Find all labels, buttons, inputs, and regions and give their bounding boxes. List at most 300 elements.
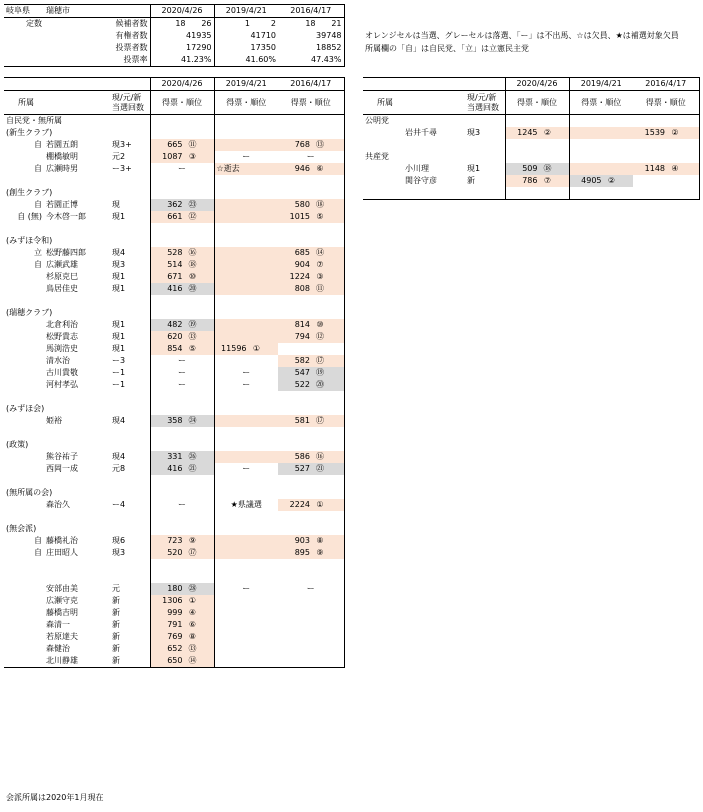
result-cell [278, 331, 344, 343]
empty-cell [150, 523, 214, 535]
date-header: 2016/4/17 [633, 78, 699, 91]
candidate-name: 松野藤四郎 [46, 248, 86, 257]
party-mark [4, 631, 44, 643]
result-cell [150, 199, 214, 211]
status-count: 現6 [110, 535, 150, 547]
group-label: (無所属の会) [4, 487, 150, 499]
vote-count: 586 [294, 452, 310, 461]
column-header-row [4, 91, 344, 115]
summary-candidates: 2 [270, 19, 276, 28]
result-cell [278, 643, 344, 655]
result-cell [150, 463, 214, 475]
candidate-row [4, 583, 344, 595]
result-note: ー [242, 152, 251, 161]
result-cell [278, 415, 344, 427]
empty-cell [278, 307, 344, 319]
empty-cell [278, 487, 344, 499]
candidate-name: 杉原克巳 [46, 272, 78, 281]
group-label: (みずほ令和) [4, 235, 150, 247]
empty-cell [150, 439, 214, 451]
group-row [4, 487, 344, 499]
group-row [4, 307, 344, 319]
empty-cell [278, 127, 344, 139]
candidate-row [4, 643, 344, 655]
candidate-name: 安部由美 [46, 584, 78, 593]
party-mark [363, 163, 403, 175]
rank-mark: ② [607, 176, 616, 185]
vote-count: 581 [294, 416, 310, 425]
vote-count: 652 [167, 644, 183, 653]
empty-cell [150, 307, 214, 319]
candidate-name: 北倉利治 [46, 320, 78, 329]
candidate-row [4, 379, 344, 391]
rank-mark: ⑰ [316, 416, 324, 425]
right-results-table [363, 77, 700, 200]
candidate-row [4, 451, 344, 463]
result-cell [150, 343, 214, 355]
party-mark [4, 151, 44, 163]
summary-label-1 [4, 42, 44, 54]
vote-count: 180 [167, 584, 183, 593]
empty-cell [150, 223, 214, 235]
party-mark [4, 379, 44, 391]
party-mark: 自 [34, 260, 42, 269]
vote-count: 999 [167, 608, 183, 617]
empty-cell [569, 139, 633, 151]
status-count: ー1 [110, 379, 150, 391]
result-cell [150, 583, 214, 595]
status-count: 現1 [110, 283, 150, 295]
group-row [4, 115, 344, 128]
summary-row [4, 30, 344, 42]
candidate-row [4, 151, 344, 163]
status-count: 現4 [110, 451, 150, 463]
status-count: 新 [465, 175, 505, 187]
party-mark [4, 367, 44, 379]
result-cell [214, 499, 278, 511]
empty-cell [278, 223, 344, 235]
party-mark [4, 451, 44, 463]
status-count: 新 [110, 619, 150, 631]
vote-count: 4905 [581, 176, 602, 185]
party-mark: 自 (無) [17, 212, 42, 221]
summary-label-2: 候補者数 [44, 18, 150, 31]
status-header [465, 91, 505, 115]
group-row [4, 127, 344, 139]
rank-mark: ⑳ [188, 284, 197, 293]
group-row [4, 187, 344, 199]
candidate-row [4, 139, 344, 151]
result-cell [214, 583, 278, 595]
candidate-name: 北川静雄 [44, 655, 110, 668]
summary-label-2: 投票率 [44, 54, 150, 67]
rank-mark: ⑲ [188, 320, 197, 329]
party-mark: 自 [34, 200, 42, 209]
candidate-name: 広瀬時男 [46, 164, 78, 173]
result-cell [569, 127, 633, 139]
empty-cell [150, 403, 214, 415]
result-cell [214, 619, 278, 631]
status-count: 現3 [110, 259, 150, 271]
result-cell [278, 319, 344, 331]
empty-cell [150, 235, 214, 247]
empty-cell [4, 223, 150, 235]
party-mark [4, 355, 44, 367]
result-note: ー [178, 356, 186, 365]
result-cell [150, 619, 214, 631]
empty-cell [214, 475, 278, 487]
empty-cell [214, 523, 278, 535]
status-count: 現1 [110, 271, 150, 283]
blank-row [4, 391, 344, 403]
rank-mark: ⑬ [188, 332, 197, 341]
empty-cell [150, 175, 214, 187]
empty-cell [214, 295, 278, 307]
result-cell [150, 283, 214, 295]
result-cell [633, 163, 699, 175]
party-mark [4, 343, 44, 355]
summary-value: 17350 [214, 42, 278, 54]
group-label: (新生クラブ) [4, 127, 150, 139]
legend-line-2: 所属欄の「自」は自民党、「立」は立憲民主党 [365, 44, 529, 53]
rank-mark: ⑦ [316, 260, 324, 269]
status-count: 現1 [110, 211, 150, 223]
empty-cell [278, 439, 344, 451]
result-cell [214, 607, 278, 619]
vote-count: 685 [294, 248, 310, 257]
blank-row [4, 175, 344, 187]
rank-mark: ⑫ [188, 212, 197, 221]
result-cell [150, 355, 214, 367]
summary-label-1 [4, 30, 44, 42]
candidate-row [4, 211, 344, 223]
candidate-name: 鳥居佳史 [46, 284, 78, 293]
rank-mark: ⑰ [316, 356, 324, 365]
empty-cell [4, 427, 150, 439]
rank-mark: ⑱ [543, 164, 552, 173]
status-count: 現1 [110, 343, 150, 355]
summary-value [278, 18, 344, 31]
blank-row [363, 187, 699, 200]
result-cell [214, 331, 278, 343]
blank-row [4, 475, 344, 487]
summary-value: 41935 [186, 31, 212, 40]
votes-rank-header: 得票・順位 [150, 91, 214, 115]
vote-count: 582 [294, 356, 310, 365]
result-cell [150, 643, 214, 655]
result-cell [214, 595, 278, 607]
group-label: (創生クラブ) [4, 187, 150, 199]
empty-cell [4, 475, 150, 487]
party-mark [363, 175, 403, 187]
candidate-name: 岩井千尋 [405, 128, 437, 137]
result-cell [214, 535, 278, 547]
empty-cell [214, 403, 278, 415]
result-cell [278, 535, 344, 547]
result-cell [150, 379, 214, 391]
group-label: 共産党 [363, 151, 505, 163]
summary-value [214, 18, 278, 31]
vote-count: 786 [522, 176, 538, 185]
empty-cell [363, 187, 505, 200]
rank-mark: ⑱ [188, 260, 197, 269]
status-count: 元8 [110, 463, 150, 475]
vote-count: 1015 [289, 212, 310, 221]
empty-cell [278, 427, 344, 439]
empty-cell [278, 115, 344, 128]
empty-cell [214, 235, 278, 247]
vote-count: 1148 [644, 164, 665, 173]
result-cell [278, 379, 344, 391]
vote-count: 547 [294, 368, 310, 377]
empty-cell [4, 559, 150, 571]
party-mark: 自 [34, 536, 42, 545]
empty-cell [150, 391, 214, 403]
party-mark [4, 499, 44, 511]
candidate-name: 若園正博 [46, 200, 78, 209]
empty-cell [278, 475, 344, 487]
rank-mark: ⑤ [188, 344, 197, 353]
empty-cell [214, 115, 278, 128]
empty-cell [278, 403, 344, 415]
status-header-line1: 現/元/新 [112, 92, 142, 102]
party-mark [4, 595, 44, 607]
rank-mark: ⑤ [316, 212, 324, 221]
empty-cell [214, 439, 278, 451]
result-cell [150, 259, 214, 271]
result-note: ー [178, 380, 186, 389]
empty-cell [278, 187, 344, 199]
vote-count: 514 [167, 260, 183, 269]
result-cell [278, 655, 344, 668]
result-cell [278, 463, 344, 475]
rank-mark: ⑥ [316, 164, 324, 173]
result-cell [150, 367, 214, 379]
vote-count: 1539 [644, 128, 665, 137]
candidate-name: 若園五朗 [46, 140, 78, 149]
vote-count: 769 [167, 632, 183, 641]
vote-count: 527 [294, 464, 310, 473]
status-count: 現1 [110, 331, 150, 343]
result-cell [214, 379, 278, 391]
result-cell [278, 247, 344, 259]
votes-rank-header: 得票・順位 [633, 91, 699, 115]
group-row [4, 235, 344, 247]
rank-mark: ㉑ [316, 464, 324, 473]
rank-mark: ⑪ [316, 284, 324, 293]
empty-cell [505, 151, 569, 163]
status-count: ー1 [110, 367, 150, 379]
pref-cell: 岐阜県 [4, 5, 44, 18]
result-cell [569, 163, 633, 175]
result-cell [150, 271, 214, 283]
rank-mark: ④ [188, 608, 197, 617]
result-cell [214, 631, 278, 643]
candidate-row [4, 595, 344, 607]
party-mark: 自 [34, 548, 42, 557]
vote-count: 1245 [517, 128, 538, 137]
rank-mark: ⑬ [316, 140, 324, 149]
status-header-line1: 現/元/新 [467, 92, 497, 102]
result-cell [150, 163, 214, 175]
empty-cell [633, 187, 699, 200]
candidate-row [4, 619, 344, 631]
date-header: 2016/4/17 [278, 5, 344, 18]
vote-count: 620 [167, 332, 183, 341]
candidate-row [363, 175, 699, 187]
empty-cell [214, 559, 278, 571]
summary-value [150, 18, 214, 31]
vote-count: 580 [294, 200, 310, 209]
empty-cell [150, 127, 214, 139]
summary-label-2: 有権者数 [44, 30, 150, 42]
candidate-row [4, 331, 344, 343]
empty-cell [4, 175, 150, 187]
empty-cell [150, 187, 214, 199]
result-cell [150, 547, 214, 559]
rank-mark: ① [252, 344, 261, 353]
candidate-row [4, 499, 344, 511]
votes-rank-header: 得票・順位 [569, 91, 633, 115]
empty-cell [214, 427, 278, 439]
affiliation-header: 所属 [363, 91, 465, 115]
candidate-row [4, 247, 344, 259]
summary-row [4, 42, 344, 54]
empty-cell [214, 223, 278, 235]
rank-mark: ⑧ [316, 536, 324, 545]
date-header: 2020/4/26 [150, 78, 214, 91]
empty-cell [278, 559, 344, 571]
result-note: ★県議選 [230, 500, 262, 509]
party-mark [4, 655, 44, 668]
rank-mark: ⑳ [316, 380, 324, 389]
empty-cell [214, 391, 278, 403]
summary-seats: 18 [175, 19, 186, 28]
result-cell [150, 631, 214, 643]
summary-value: 41710 [214, 30, 278, 42]
result-cell [278, 151, 344, 163]
city-cell: 瑞穂市 [44, 5, 150, 18]
result-cell [278, 367, 344, 379]
group-label: (無会派) [4, 523, 150, 535]
empty-cell [4, 295, 150, 307]
rank-mark: ④ [671, 164, 679, 173]
result-cell [150, 415, 214, 427]
candidate-row [4, 271, 344, 283]
rank-mark: ② [671, 128, 679, 137]
result-cell [150, 607, 214, 619]
status-header [110, 91, 150, 115]
candidate-name: 棚橋敏明 [46, 152, 78, 161]
candidate-row [4, 535, 344, 547]
rank-mark: ⑪ [188, 140, 197, 149]
rank-mark: ⑩ [316, 320, 324, 329]
empty-cell [278, 511, 344, 523]
vote-count: 661 [167, 212, 183, 221]
summary-candidates: 26 [201, 19, 212, 28]
result-cell [214, 211, 278, 223]
summary-value: 39748 [278, 30, 344, 42]
result-cell [278, 451, 344, 463]
candidate-name: 松野貴志 [46, 332, 78, 341]
result-cell [278, 355, 344, 367]
result-cell [214, 643, 278, 655]
status-count: 新 [110, 655, 150, 668]
candidate-row [4, 607, 344, 619]
result-note: ー [242, 368, 251, 377]
empty-cell [214, 187, 278, 199]
candidate-name: 関谷守彦 [405, 176, 437, 185]
vote-count: 1306 [162, 596, 183, 605]
date-header: 2019/4/21 [569, 78, 633, 91]
candidate-name: 古川貴敬 [46, 368, 78, 377]
vote-count: 1224 [289, 272, 310, 281]
party-mark: 立 [34, 248, 42, 257]
candidate-name: 姫裕 [46, 416, 62, 425]
status-count: 新 [110, 595, 150, 607]
status-count: 現4 [110, 247, 150, 259]
summary-value: 18852 [278, 42, 344, 54]
blank-row [4, 223, 344, 235]
vote-count: 2224 [289, 500, 310, 509]
empty-cell [505, 187, 569, 200]
rank-mark: ① [316, 500, 324, 509]
status-count: 新 [110, 607, 150, 619]
result-note: ☆逝去 [216, 164, 240, 173]
rank-mark: ⑨ [316, 548, 324, 557]
empty-cell [150, 427, 214, 439]
result-cell [214, 163, 278, 175]
vote-count: 11596 [221, 344, 247, 353]
result-note: ー [242, 380, 251, 389]
empty-cell [505, 139, 569, 151]
party-mark [4, 319, 44, 331]
status-count: ー3+ [110, 163, 150, 175]
summary-value: 41.60% [214, 54, 278, 67]
result-cell [214, 319, 278, 331]
votes-rank-header: 得票・順位 [214, 91, 278, 115]
vote-count: 671 [167, 272, 183, 281]
vote-count: 895 [294, 548, 310, 557]
group-row [363, 115, 699, 128]
empty-cell [633, 151, 699, 163]
rank-mark: ⑭ [316, 248, 324, 257]
date-header-row [363, 78, 699, 91]
status-count: 現1 [465, 163, 505, 175]
result-cell [214, 151, 278, 163]
party-mark [4, 331, 44, 343]
empty-cell [633, 115, 699, 128]
result-cell [569, 175, 633, 187]
vote-count: 331 [167, 452, 183, 461]
result-note: ー [242, 584, 251, 593]
result-cell [214, 355, 278, 367]
candidate-name: 熊谷祐子 [46, 452, 78, 461]
status-count: 現3 [465, 127, 505, 139]
rank-mark: ⑨ [188, 536, 197, 545]
rank-mark: ㉑ [188, 464, 197, 473]
empty-cell [150, 487, 214, 499]
empty-cell [278, 295, 344, 307]
result-cell [633, 127, 699, 139]
summary-seats: 18 [305, 19, 316, 28]
rank-mark: ② [543, 128, 552, 137]
party-mark: 自 [34, 164, 42, 173]
result-cell [278, 499, 344, 511]
candidate-name: 森治久 [46, 500, 70, 509]
party-mark [4, 619, 44, 631]
vote-count: 665 [167, 140, 183, 149]
